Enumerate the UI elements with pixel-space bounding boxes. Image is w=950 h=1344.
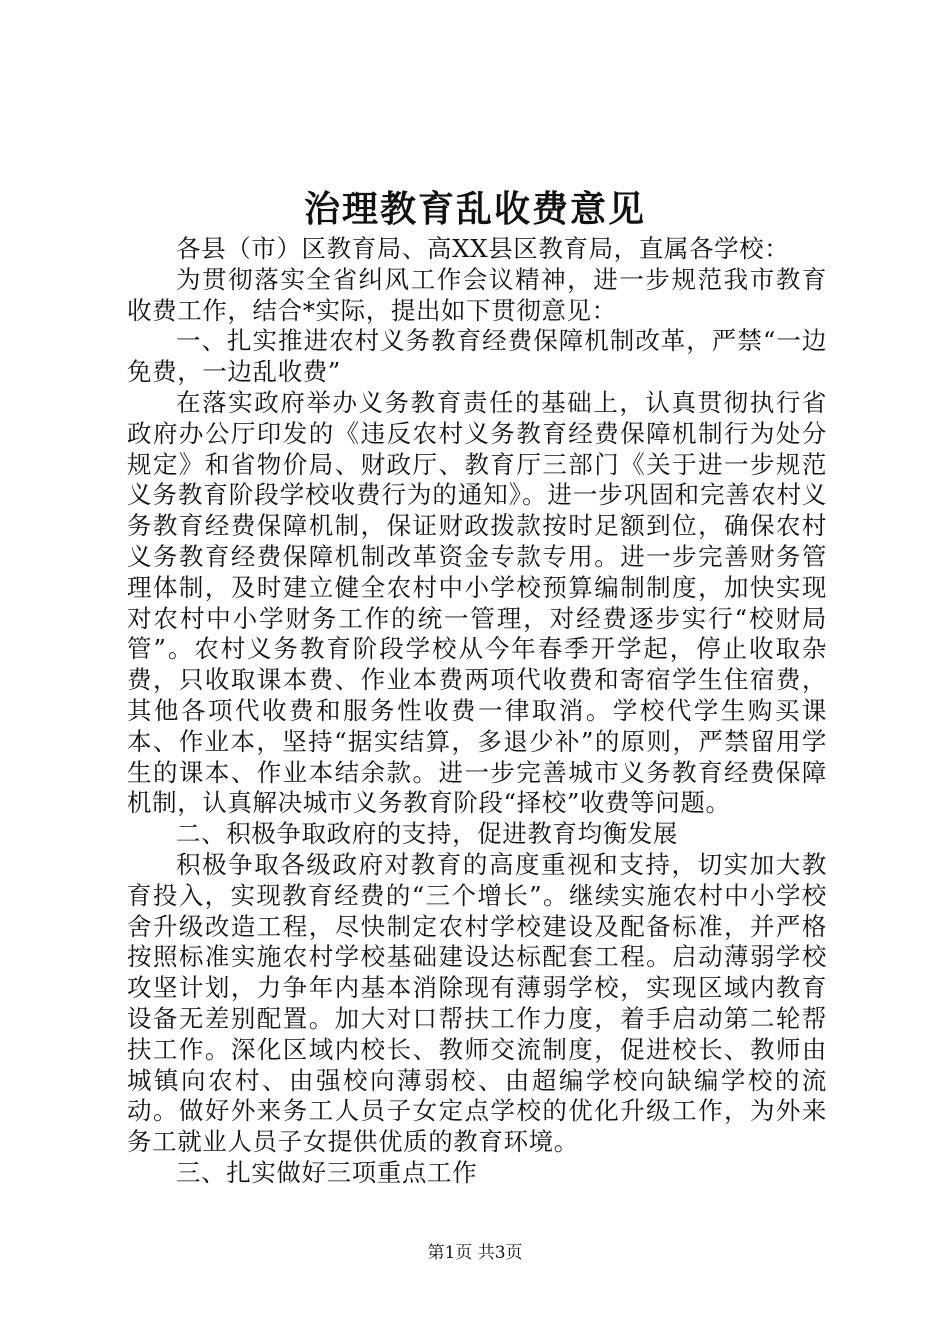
- document-title: 治理教育乱收费意见: [303, 188, 646, 230]
- section-heading-1: 一、扎实推进农村义务教育经费保障机制改革，严禁“一边免费，一边乱收费”: [127, 326, 827, 387]
- page-number: 第1页 共3页: [427, 1243, 523, 1263]
- intro-paragraph: 为贯彻落实全省纠风工作会议精神，进一步规范我市教育收费工作，结合*实际，提出如下贯彻意见：: [127, 264, 827, 325]
- salutation: 各县（市）区教育局、高XX县区教育局，直属各学校：: [176, 234, 790, 263]
- section-body-1: 在落实政府举办义务教育责任的基础上，认真贯彻执行省政府办公厅印发的《违反农村义务教育经费保障机制行为处分规定》和省物价局、财政厅、教育厅三部门《关于进一步规范义务教育阶段学校收费行为的通知》。进一步巩固和完善农村义务教育经费保障机制，保证财政拨款按时足额到位，确保农村义务教育经费保障机制改革资金专款专用。进一步完善财务管理体制，及时建立健全农村中小学校预算编制制度，加快实现对农村中小学财务工作的统一管理，对经费逐步实行“校财局管”。农村义务教育阶段学校从今年春季开学起，停止收取杂费，只收取课本费、作业本费两项代收费和寄宿学生住宿费，其他各项代收费和服务性收费一律取消。学校代学生购买课本、作业本，坚持“据实结算，多退少补”的原则，严禁留用学生的课本、作业本结余款。进一步完善城市义务教育经费保障机制，认真解决城市义务教育阶段“择校”收费等问题。: [127, 387, 827, 818]
- document-body: [127, 234, 827, 1189]
- section-heading-2: 二、积极争取政府的支持，促进教育均衡发展: [176, 819, 678, 849]
- section-body-2: 积极争取各级政府对教育的高度重视和支持，切实加大教育投入，实现教育经费的“三个增长”。继续实施农村中小学校舍升级改造工程，尽快制定农村学校建设及配备标准，并严格按照标准实施农村学校基础建设达标配套工程。启动薄弱学校攻坚计划，力争年内基本消除现有薄弱学校，实现区域内教育设备无差别配置。加大对口帮扶工作力度，着手启动第二轮帮扶工作。深化区域内校长、教师交流制度，促进校长、教师由城镇向农村、由强校向薄弱校、由超编学校向缺编学校的流动。做好外来务工人员子女定点学校的优化升级工作，为外来务工就业人员子女提供优质的教育环境。: [127, 849, 827, 1157]
- section-heading-3: 三、扎实做好三项重点工作: [176, 1157, 478, 1187]
